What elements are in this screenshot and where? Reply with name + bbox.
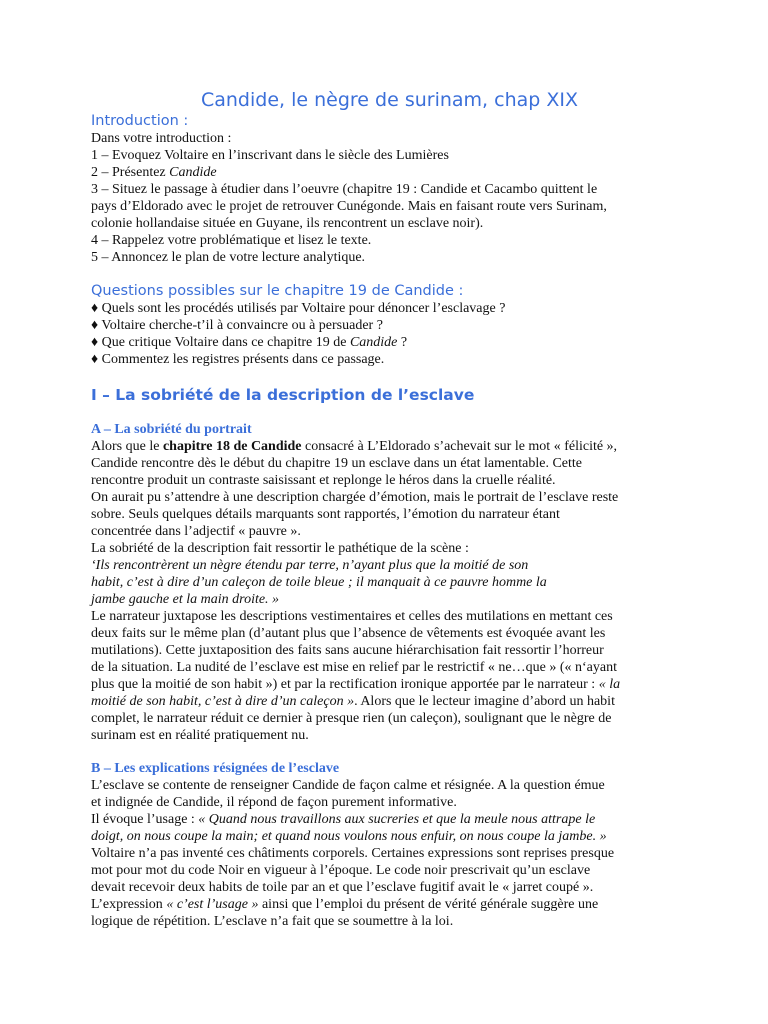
- section-b-line: L’esclave se contente de renseigner Candide de façon calme et résignée. A la question émue: [91, 778, 605, 793]
- intro-item-2-text: 2 – Présentez: [91, 165, 170, 180]
- section-a-line: On aurait pu s’attendre à une description chargée d’émotion, mais le portrait de l’esclave reste: [91, 490, 619, 505]
- section-b-expr-quote: « c’est l’usage »: [166, 897, 259, 912]
- section-a-line-1-start: Alors que le: [91, 439, 163, 454]
- section-a-mix-1-text: plus que la moitié de son habit ») et par la rectification ironique apportée par le narrateur :: [91, 677, 599, 692]
- section-b-usage-quote: « Quand nous travaillons aux sucreries et que la meule nous attrape le: [198, 812, 596, 827]
- question-3: [91, 334, 688, 351]
- section-a-line: concentrée dans l’adjectif « pauvre ».: [91, 524, 301, 539]
- question-3-title: Candide: [349, 335, 398, 350]
- section-b-line: [91, 811, 688, 828]
- question-2: ♦ Voltaire cherche-t’il à convaincre ou à persuader ?: [91, 318, 383, 333]
- section-a-line: sobre. Seuls quelques détails marquants sont rapportés, l’émotion du narrateur étant: [91, 507, 560, 522]
- section-a-mix-2-italic: moitié de son habit, c’est à dire d’un caleçon »: [91, 694, 355, 709]
- section-b-expr-end: ainsi que l’emploi du présent de vérité générale suggère une: [258, 897, 599, 912]
- intro-lead: Dans votre introduction :: [91, 131, 232, 146]
- section-a-mix-2-text: . Alors que le lecteur imagine d’abord un habit: [354, 694, 615, 709]
- question-3-text: ♦ Que critique Voltaire dans ce chapitre 19 de: [91, 335, 350, 350]
- section-a-line: [91, 693, 688, 710]
- intro-item-2: [91, 164, 688, 181]
- section-b-line: [91, 828, 688, 845]
- section-a-line-1-bold: chapitre 18 de Candide: [162, 439, 302, 454]
- section-a-mix-1-italic: « la: [598, 677, 621, 692]
- section-a-line: surinam est en réalité pratiquement nu.: [91, 728, 309, 743]
- quote-line: [91, 557, 688, 574]
- section-b-line: et indignée de Candide, il répond de façon purement informative.: [91, 795, 457, 810]
- intro-item-3-line-3: colonie hollandaise située en Guyane, ils rencontrent un esclave noir).: [91, 216, 484, 231]
- intro-item-3-line-1: 3 – Situez le passage à étudier dans l’oeuvre (chapitre 19 : Candide et Cacambo quittent le: [91, 182, 598, 197]
- section-a-line: Candide rencontre dès le début du chapitre 19 un esclave dans un état lamentable. Cette: [91, 456, 582, 471]
- section-a-line-1: [91, 438, 688, 455]
- section-a-line: de la situation. La nudité de l’esclave est mise en relief par le restrictif « ne…que » (« n‘ayant: [91, 660, 617, 675]
- quote-line: [91, 591, 688, 608]
- intro-item-4: 4 – Rappelez votre problématique et lisez le texte.: [91, 233, 372, 248]
- quote-line-text: jambe gauche et la main droite. »: [91, 592, 280, 607]
- section-b-line: mot pour mot du code Noir en vigueur à l’époque. Le code noir prescrivait qu’un esclave: [91, 863, 591, 878]
- intro-item-1: 1 – Evoquez Voltaire en l’inscrivant dans le siècle des Lumières: [91, 148, 449, 163]
- section-b-line: [91, 896, 688, 913]
- section-b-heading: B – Les explications résignées de l’esclave: [91, 761, 340, 776]
- section-a-line: La sobriété de la description fait ressortir le pathétique de la scène :: [91, 541, 469, 556]
- section-a-line: Le narrateur juxtapose les descriptions vestimentaires et celles des mutilations en mettant ces: [91, 609, 613, 624]
- section-b-usage-text: Il évoque l’usage :: [91, 812, 199, 827]
- part-1-heading: I – La sobriété de la description de l’esclave: [91, 386, 475, 404]
- section-b-line: devait recevoir deux habits de toile par an et que l’esclave fugitif avait le « jarret coupé ».: [91, 880, 594, 895]
- section-a-line: [91, 676, 688, 693]
- section-b-usage-quote-2: doigt, on nous coupe la main; et quand nous voulons nous enfuir, on nous coupe la jambe. »: [91, 829, 607, 844]
- section-a-line: deux faits sur le même plan (d’autant plus que l’absence de vêtements est évoquée avant les: [91, 626, 606, 641]
- questions-heading: Questions possibles sur le chapitre 19 de Candide :: [91, 283, 464, 299]
- intro-item-3-line-2: pays d’Eldorado avec le projet de retrouver Cunégonde. Mais en faisant route vers Surinam,: [91, 199, 607, 214]
- document-title: Candide, le nègre de surinam, chap XIX: [200, 89, 578, 111]
- section-b-line: Voltaire n’a pas inventé ces châtiments corporels. Certaines expressions sont reprises presque: [91, 846, 615, 861]
- quote-line-text: habit, c’est à dire d’un caleçon de toile bleue ; il manquait à ce pauvre homme la: [91, 575, 547, 590]
- section-b-line: logique de répétition. L’esclave n’a fait que se soumettre à la loi.: [91, 914, 454, 929]
- quote-line-text: ‘Ils rencontrèrent un nègre étendu par terre, n’ayant plus que la moitié de son: [91, 558, 529, 573]
- section-b-expr-text: L’expression: [91, 897, 167, 912]
- section-a-line: rencontre produit un contraste saisissant et replonge le héros dans la cruelle réalité.: [91, 473, 556, 488]
- intro-item-2-title: Candide: [169, 165, 217, 180]
- section-a-line: complet, le narrateur réduit ce dernier à presque rien (un caleçon), soulignant que le nègre de: [91, 711, 612, 726]
- section-a-heading: A – La sobriété du portrait: [91, 422, 252, 437]
- section-b-body: [91, 777, 688, 930]
- section-a-line: mutilations). Cette juxtaposition des faits sans aucune hiérarchisation fait ressortir l’horreur: [91, 643, 604, 658]
- quote-line: [91, 574, 688, 591]
- section-a-body: [91, 438, 688, 744]
- questions-list: [91, 300, 688, 368]
- question-1: ♦ Quels sont les procédés utilisés par Voltaire pour dénoncer l’esclavage ?: [91, 301, 506, 316]
- introduction-heading: Introduction :: [91, 113, 189, 129]
- introduction-body: [91, 130, 688, 266]
- question-4: ♦ Commentez les registres présents dans ce passage.: [91, 352, 385, 367]
- section-a-line-1-end: consacré à L’Eldorado s’achevait sur le mot « félicité »,: [301, 439, 618, 454]
- question-3-end: ?: [397, 335, 408, 350]
- intro-item-5: 5 – Annoncez le plan de votre lecture analytique.: [91, 250, 366, 265]
